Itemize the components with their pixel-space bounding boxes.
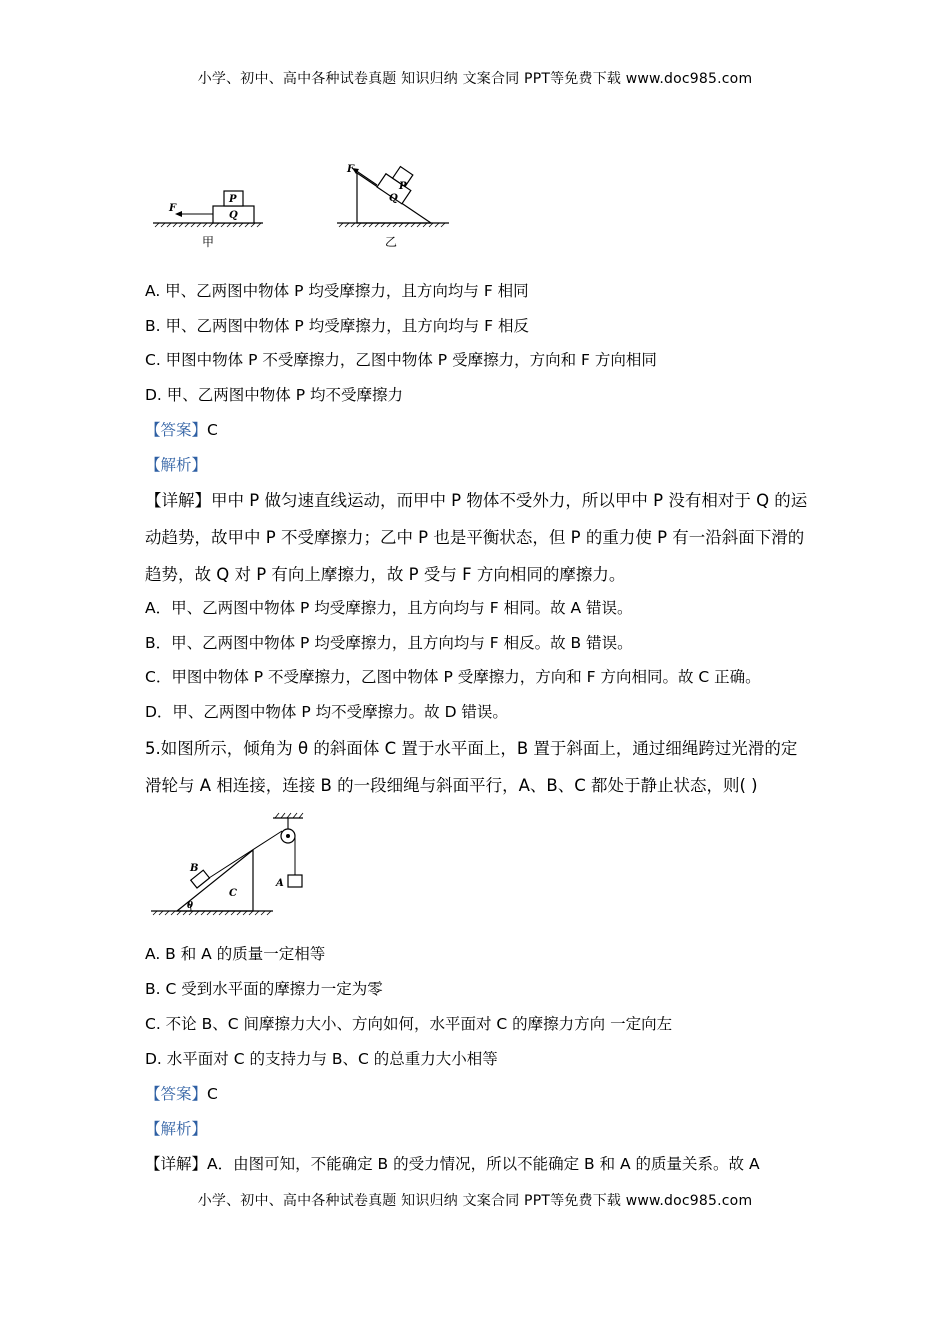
q5-answer-label: 【答案】 xyxy=(145,1085,208,1103)
q5-detail-line-1: 【详解】A．由图可知，不能确定 B 的受力情况，所以不能确定 B 和 A 的质量关系。故 A xyxy=(145,1155,760,1173)
fig2-label-theta: θ xyxy=(187,901,194,911)
q4-detail-line-5: B．甲、乙两图中物体 P 均受摩擦力，且方向均与 F 相反。故 B 错误。 xyxy=(145,634,633,652)
fig1-label-q2: Q xyxy=(389,193,398,204)
fig1-label-q: Q xyxy=(229,210,238,221)
q4-option-d: D. 甲、乙两图中物体 P 均不受摩擦力 xyxy=(145,386,403,404)
q4-detail-line-3: 趋势，故 Q 对 P 有向上摩擦力，故 P 受与 F 方向相同的摩擦力。 xyxy=(145,565,626,584)
fig1-caption-yi: 乙 xyxy=(385,235,398,249)
page-header: 小学、初中、高中各种试卷真题 知识归纳 文案合同 PPT等免费下载 www.doc985.com xyxy=(197,71,753,87)
q5-answer xyxy=(145,1082,218,1104)
q4-analysis-label: 【解析】 xyxy=(145,456,208,474)
fig1-label-p2: P xyxy=(399,181,407,192)
q5-option-a: A. B 和 A 的质量一定相等 xyxy=(145,945,326,963)
q5-stem-line-1: 5.如图所示，倾角为 θ 的斜面体 C 置于水平面上，B 置于斜面上，通过细绳跨过光滑的定 xyxy=(145,739,798,758)
q4-detail-line-6: C．甲图中物体 P 不受摩擦力，乙图中物体 P 受摩擦力，方向和 F 方向相同。故 C 正确。 xyxy=(145,668,761,686)
fig1-label-f2: F xyxy=(347,164,355,175)
q4-detail-line-4: A．甲、乙两图中物体 P 均受摩擦力，且方向均与 F 相同。故 A 错误。 xyxy=(145,599,633,617)
q4-answer-value: C xyxy=(207,421,218,439)
q5-answer-value: C xyxy=(207,1085,218,1103)
q5-option-d: D. 水平面对 C 的支持力与 B、C 的总重力大小相等 xyxy=(145,1050,498,1068)
q4-option-b: B. 甲、乙两图中物体 P 均受摩擦力，且方向均与 F 相反 xyxy=(145,317,529,335)
fig1-caption-jia: 甲 xyxy=(202,235,215,249)
fig1-label-p: P xyxy=(229,194,237,205)
q4-detail-line-7: D．甲、乙两图中物体 P 均不受摩擦力。故 D 错误。 xyxy=(145,703,508,721)
q4-detail-line-2: 动趋势，故甲中 P 不受摩擦力；乙中 P 也是平衡状态，但 P 的重力使 P 有一沿斜面下滑的 xyxy=(145,528,805,547)
figure-jia-yi xyxy=(145,155,465,255)
fig1-label-f: F xyxy=(169,203,177,214)
q5-analysis-label: 【解析】 xyxy=(145,1120,208,1138)
q5-option-c: C. 不论 B、C 间摩擦力大小、方向如何，水平面对 C 的摩擦力方向 一定向左 xyxy=(145,1015,673,1033)
fig2-label-b: B xyxy=(190,863,199,874)
q4-answer xyxy=(145,418,218,440)
q4-option-a: A. 甲、乙两图中物体 P 均受摩擦力，且方向均与 F 相同 xyxy=(145,282,529,300)
q5-option-b: B. C 受到水平面的摩擦力一定为零 xyxy=(145,980,383,998)
figure-incline-pulley xyxy=(145,810,345,920)
fig2-label-c: C xyxy=(229,888,237,899)
page-footer: 小学、初中、高中各种试卷真题 知识归纳 文案合同 PPT等免费下载 www.doc985.com xyxy=(197,1193,753,1209)
q5-stem-line-2: 滑轮与 A 相连接，连接 B 的一段细绳与斜面平行，A、B、C 都处于静止状态，则( ) xyxy=(145,776,758,795)
q4-detail-line-1: 【详解】甲中 P 做匀速直线运动，而甲中 P 物体不受外力，所以甲中 P 没有相对于 Q 的运 xyxy=(145,491,808,510)
q4-answer-label: 【答案】 xyxy=(145,421,208,439)
q4-option-c: C. 甲图中物体 P 不受摩擦力，乙图中物体 P 受摩擦力，方向和 F 方向相同 xyxy=(145,351,657,369)
fig2-label-a: A xyxy=(276,878,284,889)
